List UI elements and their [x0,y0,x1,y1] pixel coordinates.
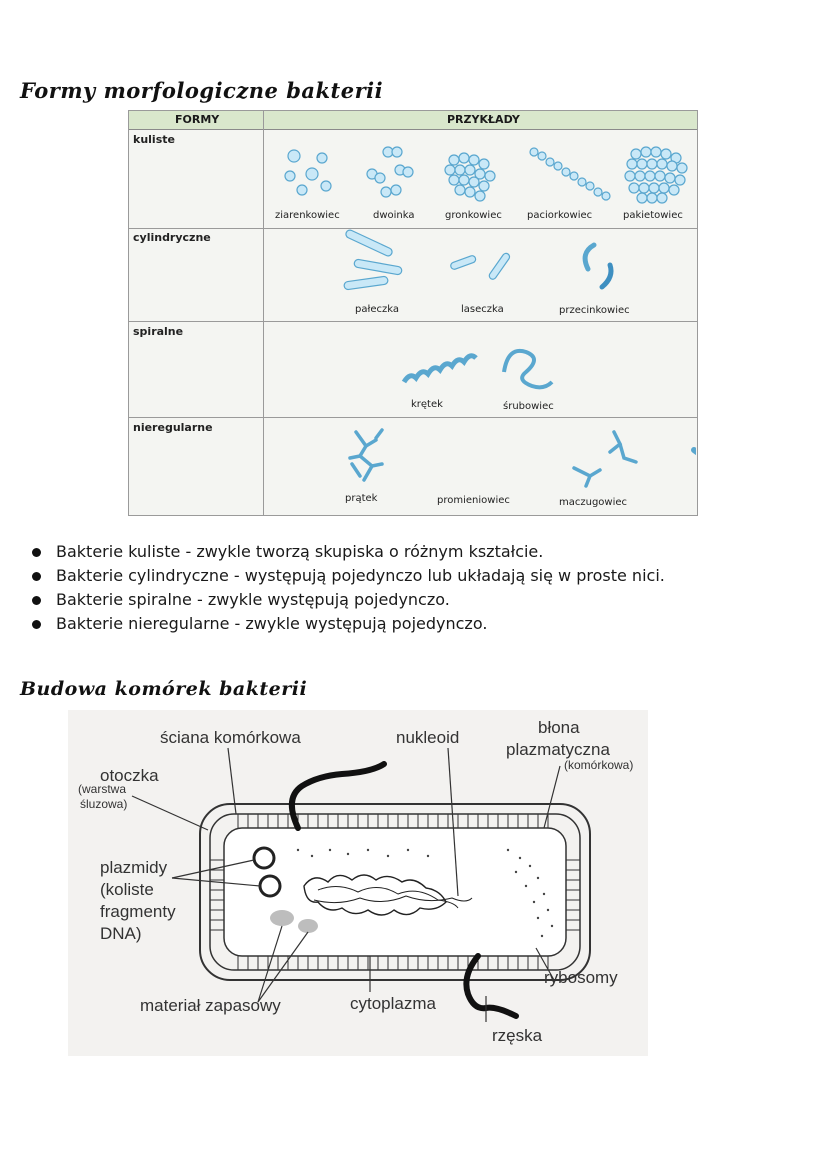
example-dwoinka: dwoinka [373,210,415,221]
kretek-image [404,356,476,382]
example-maczugowiec: maczugowiec [559,497,628,508]
label-plazmidy-2: (koliste [100,880,154,899]
label-plazmidy-3: fragmenty [100,902,176,921]
example-promieniowiec: promieniowiec [437,495,510,506]
example-ziarenkowiec: ziarenkowiec [275,210,340,221]
promieniowiec-image [574,432,636,486]
section-title-forms: Formy morfologiczne bakterii [20,78,384,103]
section-title-structure: Budowa komórek bakterii [20,678,308,700]
gronkowiec-image [445,153,495,201]
row-label-kuliste: kuliste [133,133,175,146]
bacterial-cell-diagram [68,710,648,1056]
bullet-item: Bakterie spiralne - zwykle występują pojedynczo. [30,588,820,612]
reserve-granule [270,910,294,926]
reserve-granule [298,919,318,933]
row-label-nieregularne: nieregularne [133,421,213,434]
example-paciorkowiec: paciorkowiec [527,210,593,221]
bullet-item: Bakterie cylindryczne - występują pojedynczo lub układają się w proste nici. [30,564,820,588]
label-rybosomy: rybosomy [544,968,618,987]
example-przecinkowiec: przecinkowiec [559,305,630,316]
bullet-item: Bakterie kuliste - zwykle tworzą skupiska o różnym kształcie. [30,540,820,564]
paleczka-image [344,229,403,290]
bullet-item: Bakterie nieregularne - zwykle występują pojedynczo. [30,612,820,636]
header-examples: PRZYKŁADY [447,113,520,126]
label-blona-plazmatyczna: plazmatyczna [506,740,610,759]
label-cytoplazma: cytoplazma [350,994,436,1013]
spiral-illustrations [264,322,696,417]
example-kretek: krętek [411,399,443,410]
flagellum [466,956,516,1016]
label-blona-komorkowa: (komórkowa) [564,758,634,772]
label-nukleoid: nukleoid [396,728,460,747]
label-blona: błona [538,718,580,737]
example-pratek: prątek [345,493,378,504]
label-sciana: ściana komórkowa [160,728,301,747]
pratek-image [350,430,382,480]
srubowiec-image [504,351,552,387]
label-otoczka-sub2: śluzowa) [80,797,128,811]
morphology-table [128,110,698,516]
example-gronkowiec: gronkowiec [445,210,502,221]
paciorkowiec-image [530,148,610,200]
laseczka-image [450,252,511,281]
pakietowiec-image [625,147,687,203]
maczugowiec-image [694,450,696,474]
label-plazmidy: plazmidy [100,858,168,877]
example-laseczka: laseczka [461,304,504,315]
label-otoczka: otoczka [100,766,159,785]
example-srubowiec: śrubowiec [503,401,554,412]
example-pakietowiec: pakietowiec [623,210,683,221]
ziarenkowiec-image [285,150,331,195]
header-forms: FORMY [175,113,220,126]
przecinkowiec-image [585,245,611,287]
row-label-spiralne: spiralne [133,325,184,338]
bullet-list [30,540,820,636]
label-rzeska: rzęska [492,1026,543,1045]
label-otoczka-sub1: (warstwa [78,782,127,796]
table-header [129,111,697,130]
row-label-cylindryczne: cylindryczne [133,231,211,244]
label-material: materiał zapasowy [140,996,281,1015]
dwoinka-image [367,147,413,197]
example-paleczka: pałeczka [355,304,399,315]
label-plazmidy-4: DNA) [100,924,142,943]
